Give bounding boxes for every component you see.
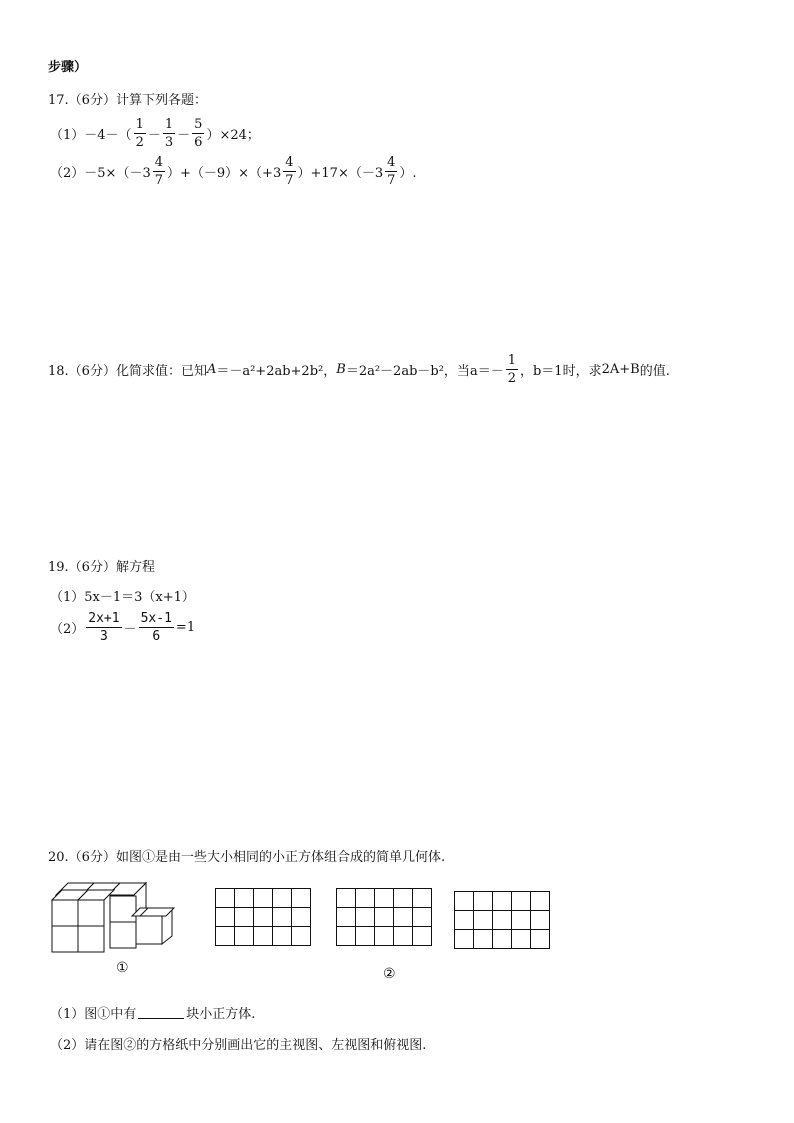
answer-blank[interactable] [138, 1006, 184, 1019]
grid-row [216, 927, 311, 946]
figure-2-label: ② [383, 966, 396, 982]
grid-cell[interactable] [394, 927, 413, 946]
grid-cell[interactable] [273, 908, 292, 927]
grid-row [216, 908, 311, 927]
q19-part2: （2） $\frac{2x+1}{3}$ － $\frac{5x-1}{6}$ =1 [50, 611, 196, 644]
grid-cell[interactable] [356, 927, 375, 946]
q19-header: 19.（6分）解方程 [48, 560, 155, 575]
grid-row [337, 927, 432, 946]
q18-header: 18.（6分）化简求值：已知 [48, 364, 207, 379]
var-A: A [206, 362, 217, 377]
fraction: $\frac{5}{6}$ [194, 117, 203, 150]
grid-row [337, 908, 432, 927]
grid-cell[interactable] [512, 892, 531, 911]
q20-part1: （1）图①中有 块小正方体. [50, 1007, 256, 1022]
grid-cell[interactable] [512, 930, 531, 949]
grid-cell[interactable] [235, 889, 254, 908]
grid-row [455, 930, 550, 949]
grid-cell[interactable] [493, 892, 512, 911]
q20-part2: （2）请在图②的方格纸中分别画出它的主视图、左视图和俯视图. [50, 1038, 427, 1053]
fraction: $\frac{5x-1}{6}$ [140, 611, 172, 644]
q19-part1: （1） 5x－1＝3（x+1） [50, 590, 195, 605]
grid-cell[interactable] [531, 911, 550, 930]
grid-cell[interactable] [254, 889, 273, 908]
q17-p1-label: （1） [50, 128, 85, 143]
grid-cell[interactable] [474, 911, 493, 930]
q17-p1-tail: ）×24； [206, 128, 260, 143]
grid-cell[interactable] [375, 927, 394, 946]
fraction: $\frac{4}{7}$ [387, 155, 396, 188]
fraction: $\frac{1}{2}$ [507, 353, 516, 386]
q17-part1: （1） －4－（ $\frac{1}{2}$ － $\frac{1}{3}$ － $\frac{5}{6}$ ）×24； [50, 117, 260, 150]
grid-cell[interactable] [375, 889, 394, 908]
grid-cell[interactable] [337, 908, 356, 927]
grid-cell[interactable] [292, 889, 311, 908]
grid-cell[interactable] [216, 908, 235, 927]
grid-cell[interactable] [235, 908, 254, 927]
fraction: $\frac{1}{3}$ [164, 117, 174, 150]
grid-cell[interactable] [531, 892, 550, 911]
grid-cell[interactable] [493, 930, 512, 949]
grid-cell[interactable] [273, 927, 292, 946]
grid-cell[interactable] [413, 908, 432, 927]
fraction: $\frac{1}{2}$ [135, 117, 144, 150]
grid-cell[interactable] [455, 930, 474, 949]
grid-cell[interactable] [512, 911, 531, 930]
var-B: B [336, 362, 346, 377]
figure-1-label: ① [116, 960, 129, 976]
grid-row [216, 889, 311, 908]
grid-cell[interactable] [337, 927, 356, 946]
grid-cell[interactable] [216, 927, 235, 946]
q20-header: 20.（6分）如图①是由一些大小相同的小正方体组合成的简单几何体. [48, 850, 446, 865]
grid-cell[interactable] [216, 889, 235, 908]
q17-p2-label: （2） [50, 166, 85, 181]
grid-cell[interactable] [273, 889, 292, 908]
grid-cell[interactable] [356, 908, 375, 927]
cube-figure [48, 878, 188, 958]
grid-cell[interactable] [474, 892, 493, 911]
grid-row [455, 892, 550, 911]
grid-cell[interactable] [455, 892, 474, 911]
fraction: $\frac{2x+1}{3}$ [88, 611, 120, 644]
grid-cell[interactable] [413, 889, 432, 908]
grid-cell[interactable] [531, 930, 550, 949]
grid-left-view[interactable] [336, 888, 432, 946]
grid-row [337, 889, 432, 908]
grid-cell[interactable] [493, 911, 512, 930]
grid-cell[interactable] [337, 889, 356, 908]
grid-cell[interactable] [254, 908, 273, 927]
grid-cell[interactable] [292, 927, 311, 946]
grid-cell[interactable] [235, 927, 254, 946]
grid-cell[interactable] [394, 908, 413, 927]
grid-top-view[interactable] [454, 891, 550, 949]
grid-cell[interactable] [413, 927, 432, 946]
grid-cell[interactable] [254, 927, 273, 946]
fraction: $\frac{4}{7}$ [285, 155, 294, 188]
steps-label: 步骤） [48, 60, 88, 75]
grid-cell[interactable] [356, 889, 375, 908]
grid-cell[interactable] [394, 889, 413, 908]
grid-cell[interactable] [292, 908, 311, 927]
fraction: $\frac{4}{7}$ [154, 155, 163, 188]
grid-cell[interactable] [474, 930, 493, 949]
q17-header: 17.（6分）计算下列各题： [48, 93, 207, 108]
grid-cell[interactable] [375, 908, 394, 927]
grid-row [455, 911, 550, 930]
q17-part2: （2） －5×（－3 $\frac{4}{7}$ ）+（－9）×（+3 $\frac{4}{7}$ ）+17×（－3 $\frac{4}{7}$ ）. [50, 155, 417, 188]
q17-p1-lead: －4－（ [84, 128, 132, 143]
grid-front-view[interactable] [215, 888, 311, 946]
q18-line: 18.（6分）化简求值：已知 A ＝－a²+2ab+2b²， B ＝2a²－2ab－b²，当 a＝－ $\frac{1}{2}$ ，b＝1时，求 2A+B 的值. [48, 353, 670, 386]
grid-cell[interactable] [455, 911, 474, 930]
